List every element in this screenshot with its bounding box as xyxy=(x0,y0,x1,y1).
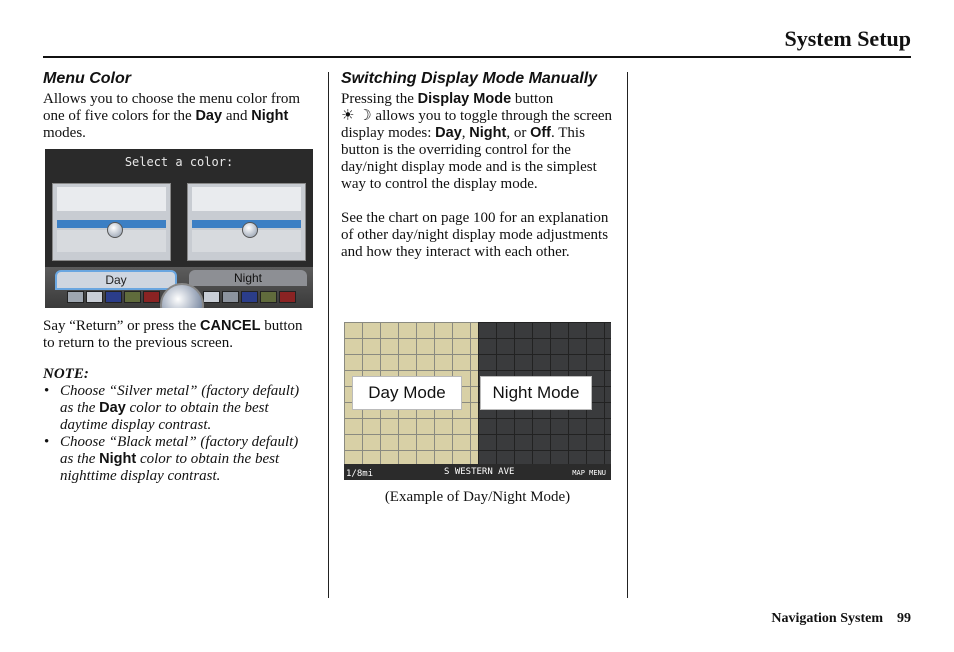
chart-reference-paragraph: See the chart on page 100 for an explanation of other day/night display mode adjustments and how they interact with each other. xyxy=(341,210,609,260)
column-divider-left xyxy=(328,72,329,598)
page-footer xyxy=(771,611,911,627)
left-column-lower xyxy=(43,318,315,485)
cancel-instruction: Say “Return” or press the CANCEL button to return to the previous screen. xyxy=(43,318,303,351)
middle-column xyxy=(341,68,613,261)
note-item: • Choose “Silver metal” (factory default) as the Day color to obtain the best daytime display contrast. xyxy=(43,383,315,434)
street-name: S WESTERN AVE xyxy=(444,467,515,477)
display-mode-heading: Switching Display Mode Manually xyxy=(341,70,598,87)
column-divider-right xyxy=(627,72,628,598)
select-color-label: Select a color: xyxy=(124,155,234,169)
left-column xyxy=(43,68,315,142)
page-number: 99 xyxy=(897,611,911,626)
map-caption: (Example of Day/Night Mode) xyxy=(384,489,571,505)
header-rule xyxy=(43,56,911,58)
color-swatch[interactable] xyxy=(124,291,141,303)
day-mode-label: Day Mode xyxy=(352,376,462,410)
night-mode-label: Night Mode xyxy=(480,376,592,410)
night-swatches xyxy=(203,291,296,301)
day-preview-panel xyxy=(52,183,171,261)
map-status-bar xyxy=(344,464,611,480)
menu-color-heading: Menu Color xyxy=(43,70,131,87)
color-swatch[interactable] xyxy=(105,291,122,303)
color-swatch[interactable] xyxy=(260,291,277,303)
note-item: • Choose “Black metal” (factory default) as the Night color to obtain the best nighttime display contrast. xyxy=(43,434,315,485)
tab-night[interactable]: Night xyxy=(189,270,307,286)
map-menu-label: MAP MENU xyxy=(572,469,606,477)
menu-color-intro: Allows you to choose the menu color from one of five colors for the Day and Night modes. xyxy=(43,91,301,141)
tab-day[interactable]: Day xyxy=(55,270,177,290)
sun-moon-icon: ☀ ☽ xyxy=(341,108,372,124)
color-swatch[interactable] xyxy=(241,291,258,303)
color-swatch[interactable] xyxy=(143,291,160,303)
color-select-screenshot xyxy=(45,149,313,308)
color-swatch[interactable] xyxy=(279,291,296,303)
color-tab-bar xyxy=(45,267,313,308)
map-scale: 1/8mi xyxy=(346,469,374,479)
color-swatch[interactable] xyxy=(203,291,220,303)
footer-section: Navigation System xyxy=(771,611,883,626)
color-swatch[interactable] xyxy=(86,291,103,303)
day-night-map-screenshot xyxy=(344,322,611,480)
color-swatch[interactable] xyxy=(222,291,239,303)
night-preview-panel xyxy=(187,183,306,261)
note-list xyxy=(43,383,315,485)
day-swatches xyxy=(67,291,160,301)
color-swatch[interactable] xyxy=(67,291,84,303)
display-mode-paragraph: Pressing the Display Mode button ☀ ☽ allows you to toggle through the screen display modes: Day, Night, or Off. This button is the overriding control for the day/night display mode and is the simplest way to control the display mode. xyxy=(341,91,613,192)
note-heading: NOTE: xyxy=(43,366,89,382)
page-title: System Setup xyxy=(784,26,911,51)
